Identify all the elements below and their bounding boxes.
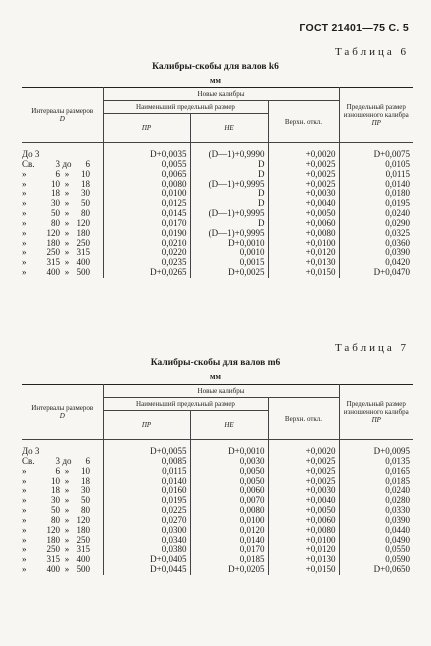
pr-cell: 0,0140 — [103, 477, 190, 487]
upper-dev-cell: +0,0080 — [268, 229, 339, 239]
interval-to: 400 — [76, 257, 90, 268]
ne-cell: D+0,0025 — [190, 268, 268, 278]
pr-cell: 0,0270 — [103, 516, 190, 526]
interval-connector: до — [62, 158, 72, 169]
interval-to: 10 — [81, 168, 90, 179]
pr-cell: 0,0065 — [103, 170, 190, 180]
interval-prefix: » — [22, 554, 27, 565]
interval-connector: » — [64, 198, 70, 209]
interval-prefix: До 3 — [22, 149, 40, 159]
worn-cell: 0,0360 — [339, 239, 413, 249]
table-row — [22, 565, 413, 575]
interval-to: 315 — [76, 247, 90, 258]
interval-to: 6 — [85, 158, 90, 169]
interval-prefix: » — [22, 247, 27, 258]
interval-to: 315 — [76, 544, 90, 555]
worn-cell: 0,0240 — [339, 209, 413, 219]
worn-header — [339, 88, 413, 143]
table-6-label: Таблица 6 — [334, 46, 409, 58]
interval-cell — [22, 496, 103, 506]
ne-cell: (D—1)+0,9995 — [190, 180, 268, 190]
interval-prefix: » — [22, 188, 27, 199]
min-limit-header: Наименьший предельный размер — [103, 101, 268, 114]
interval-cell — [22, 486, 103, 496]
interval-to: 18 — [81, 178, 90, 189]
interval-to: 500 — [76, 267, 90, 278]
table-7-label: Таблица 7 — [334, 342, 409, 354]
interval-to: 50 — [81, 198, 90, 209]
worn-cell: 0,0195 — [339, 199, 413, 209]
min-limit-header: Наименьший предельный размер — [103, 398, 268, 411]
ne-header: НЕ — [190, 411, 268, 440]
interval-cell — [22, 516, 103, 526]
table-6-unit: мм — [210, 76, 221, 85]
upper-dev-cell: +0,0130 — [268, 555, 339, 565]
worn-cell: 0,0135 — [339, 457, 413, 467]
interval-prefix: Св. — [22, 158, 35, 169]
interval-cell — [22, 440, 103, 457]
worn-cell: D+0,0095 — [339, 440, 413, 457]
interval-cell — [22, 565, 103, 575]
worn-cell: 0,0240 — [339, 486, 413, 496]
ne-cell: 0,0140 — [190, 536, 268, 546]
interval-from: 30 — [51, 495, 60, 506]
new-calibers-header: Новые калибры — [103, 88, 339, 101]
pr-cell: 0,0235 — [103, 258, 190, 268]
table-7-body — [22, 440, 413, 575]
ne-cell: D — [190, 160, 268, 170]
interval-to: 18 — [81, 475, 90, 486]
worn-header-symbol: ПР — [371, 416, 381, 424]
worn-cell: D+0,0650 — [339, 565, 413, 575]
worn-cell: 0,0280 — [339, 496, 413, 506]
ne-cell: (D—1)+0,9990 — [190, 143, 268, 160]
interval-prefix: » — [22, 237, 27, 248]
upper-dev-cell: +0,0080 — [268, 526, 339, 536]
upper-dev-header: Верхн. откл. — [268, 398, 339, 440]
table-6-title: Калибры-скобы для валов k6 — [152, 62, 279, 72]
ne-cell: 0,0170 — [190, 545, 268, 555]
upper-dev-cell: +0,0100 — [268, 536, 339, 546]
interval-from: 10 — [51, 475, 60, 486]
interval-cell — [22, 467, 103, 477]
worn-cell: 0,0140 — [339, 180, 413, 190]
interval-to: 250 — [76, 534, 90, 545]
table-6-body — [22, 143, 413, 278]
ne-cell: D+0,0010 — [190, 440, 268, 457]
interval-from: 50 — [51, 505, 60, 516]
pr-cell: 0,0125 — [103, 199, 190, 209]
interval-from: 180 — [46, 534, 60, 545]
interval-prefix: » — [22, 544, 27, 555]
interval-prefix: » — [22, 208, 27, 219]
interval-from: 400 — [46, 564, 60, 575]
upper-dev-cell: +0,0040 — [268, 199, 339, 209]
ne-cell: 0,0015 — [190, 258, 268, 268]
worn-cell: 0,0390 — [339, 248, 413, 258]
interval-prefix: До 3 — [22, 446, 40, 456]
interval-from: 80 — [51, 217, 60, 228]
interval-cell — [22, 189, 103, 199]
upper-dev-cell: +0,0030 — [268, 189, 339, 199]
pr-header: ПР — [103, 114, 190, 143]
interval-cell — [22, 180, 103, 190]
intervals-header-label: Интервалы размеров — [31, 404, 94, 412]
interval-cell — [22, 545, 103, 555]
worn-cell: 0,0590 — [339, 555, 413, 565]
ne-cell: D+0,0205 — [190, 565, 268, 575]
table-7-title: Калибры-скобы для валов m6 — [150, 358, 281, 368]
interval-connector: » — [64, 208, 70, 219]
interval-connector: » — [64, 168, 70, 179]
worn-cell: 0,0180 — [339, 189, 413, 199]
interval-cell — [22, 536, 103, 546]
interval-to: 400 — [76, 554, 90, 565]
interval-to: 10 — [81, 465, 90, 476]
pr-cell: 0,0195 — [103, 496, 190, 506]
interval-prefix: » — [22, 495, 27, 506]
interval-prefix: » — [22, 564, 27, 575]
pr-cell: 0,0300 — [103, 526, 190, 536]
interval-from: 250 — [46, 247, 60, 258]
interval-cell — [22, 239, 103, 249]
pr-cell: 0,0190 — [103, 229, 190, 239]
intervals-header-symbol: D — [59, 115, 65, 123]
interval-cell — [22, 248, 103, 258]
intervals-header — [22, 385, 103, 440]
interval-prefix: » — [22, 534, 27, 545]
interval-connector: до — [62, 455, 72, 466]
interval-cell — [22, 555, 103, 565]
upper-dev-cell: +0,0050 — [268, 209, 339, 219]
interval-from: 30 — [51, 198, 60, 209]
interval-prefix: » — [22, 198, 27, 209]
ne-cell: 0,0030 — [190, 457, 268, 467]
upper-dev-cell: +0,0030 — [268, 486, 339, 496]
ne-cell: 0,0050 — [190, 467, 268, 477]
interval-cell — [22, 268, 103, 278]
interval-from: 315 — [46, 257, 60, 268]
upper-dev-cell: +0,0130 — [268, 258, 339, 268]
interval-from: 10 — [51, 178, 60, 189]
ne-cell: D — [190, 189, 268, 199]
interval-connector: » — [64, 514, 70, 525]
pr-cell: 0,0080 — [103, 180, 190, 190]
pr-cell: D+0,0405 — [103, 555, 190, 565]
worn-cell: 0,0185 — [339, 477, 413, 487]
interval-from: 315 — [46, 554, 60, 565]
interval-cell — [22, 258, 103, 268]
ne-cell: (D—1)+0,9995 — [190, 229, 268, 239]
worn-cell: 0,0165 — [339, 467, 413, 477]
interval-from: 400 — [46, 267, 60, 278]
pr-cell: D+0,0055 — [103, 440, 190, 457]
table-7-unit: мм — [210, 372, 221, 381]
interval-connector: » — [64, 505, 70, 516]
interval-connector: » — [64, 257, 70, 268]
interval-from: 18 — [51, 485, 60, 496]
interval-from: 50 — [51, 208, 60, 219]
upper-dev-cell: +0,0120 — [268, 545, 339, 555]
table-row — [22, 268, 413, 278]
ne-cell: 0,0060 — [190, 486, 268, 496]
ne-cell: D — [190, 219, 268, 229]
interval-to: 50 — [81, 495, 90, 506]
interval-connector: » — [64, 237, 70, 248]
pr-cell: 0,0170 — [103, 219, 190, 229]
upper-dev-cell: +0,0025 — [268, 457, 339, 467]
upper-dev-cell: +0,0025 — [268, 160, 339, 170]
interval-cell — [22, 209, 103, 219]
interval-connector: » — [64, 485, 70, 496]
pr-cell: 0,0220 — [103, 248, 190, 258]
interval-cell — [22, 199, 103, 209]
interval-prefix: » — [22, 257, 27, 268]
interval-connector: » — [64, 534, 70, 545]
table-6 — [22, 87, 413, 278]
interval-cell — [22, 229, 103, 239]
interval-from: 120 — [46, 227, 60, 238]
pr-cell: 0,0145 — [103, 209, 190, 219]
ne-cell: D — [190, 170, 268, 180]
interval-connector: » — [64, 524, 70, 535]
ne-cell: 0,0185 — [190, 555, 268, 565]
interval-cell — [22, 506, 103, 516]
ne-header: НЕ — [190, 114, 268, 143]
worn-header-label: Предельный размер изношенного калибра — [343, 103, 409, 119]
ne-cell: 0,0070 — [190, 496, 268, 506]
upper-dev-cell: +0,0025 — [268, 170, 339, 180]
upper-dev-cell: +0,0050 — [268, 506, 339, 516]
interval-prefix: » — [22, 267, 27, 278]
upper-dev-cell: +0,0025 — [268, 467, 339, 477]
interval-cell — [22, 477, 103, 487]
interval-cell — [22, 143, 103, 160]
interval-from: 18 — [51, 188, 60, 199]
upper-dev-cell: +0,0150 — [268, 268, 339, 278]
interval-connector: » — [64, 495, 70, 506]
page-header: ГОСТ 21401—75 С. 5 — [299, 22, 409, 34]
interval-prefix: » — [22, 168, 27, 179]
table-row — [22, 440, 413, 457]
ne-cell: 0,0120 — [190, 526, 268, 536]
upper-dev-cell: +0,0025 — [268, 477, 339, 487]
worn-header — [339, 385, 413, 440]
interval-cell — [22, 160, 103, 170]
upper-dev-cell: +0,0060 — [268, 219, 339, 229]
upper-dev-cell: +0,0150 — [268, 565, 339, 575]
worn-cell: 0,0440 — [339, 526, 413, 536]
ne-cell: (D—1)+0,9995 — [190, 209, 268, 219]
upper-dev-cell: +0,0060 — [268, 516, 339, 526]
interval-prefix: Св. — [22, 455, 35, 466]
interval-to: 30 — [81, 188, 90, 199]
upper-dev-cell: +0,0040 — [268, 496, 339, 506]
worn-cell: D+0,0075 — [339, 143, 413, 160]
pr-cell: 0,0100 — [103, 189, 190, 199]
pr-cell: 0,0210 — [103, 239, 190, 249]
ne-cell: D+0,0010 — [190, 239, 268, 249]
ne-cell: 0,0010 — [190, 248, 268, 258]
interval-from: 6 — [55, 465, 60, 476]
upper-dev-cell: +0,0100 — [268, 239, 339, 249]
interval-to: 180 — [76, 227, 90, 238]
interval-to: 500 — [76, 564, 90, 575]
interval-to: 80 — [81, 208, 90, 219]
worn-header-symbol: ПР — [371, 119, 381, 127]
worn-cell: 0,0550 — [339, 545, 413, 555]
interval-connector: » — [64, 475, 70, 486]
interval-connector: » — [64, 564, 70, 575]
interval-prefix: » — [22, 524, 27, 535]
pr-cell: D+0,0035 — [103, 143, 190, 160]
worn-cell: 0,0115 — [339, 170, 413, 180]
interval-from: 80 — [51, 514, 60, 525]
interval-connector: » — [64, 188, 70, 199]
ne-cell: D — [190, 199, 268, 209]
pr-cell: 0,0160 — [103, 486, 190, 496]
interval-connector: » — [64, 178, 70, 189]
pr-cell: D+0,0265 — [103, 268, 190, 278]
interval-connector: » — [64, 247, 70, 258]
pr-header: ПР — [103, 411, 190, 440]
ne-cell: 0,0100 — [190, 516, 268, 526]
interval-connector: » — [64, 554, 70, 565]
interval-prefix: » — [22, 178, 27, 189]
worn-cell: 0,0390 — [339, 516, 413, 526]
interval-to: 120 — [76, 217, 90, 228]
upper-dev-header: Верхн. откл. — [268, 101, 339, 143]
worn-cell: D+0,0470 — [339, 268, 413, 278]
interval-connector: » — [64, 227, 70, 238]
interval-from: 6 — [55, 168, 60, 179]
pr-cell: 0,0225 — [103, 506, 190, 516]
interval-from: 250 — [46, 544, 60, 555]
intervals-header-symbol: D — [59, 412, 65, 420]
worn-cell: 0,0420 — [339, 258, 413, 268]
interval-connector: » — [64, 465, 70, 476]
upper-dev-cell: +0,0020 — [268, 440, 339, 457]
pr-cell: 0,0380 — [103, 545, 190, 555]
upper-dev-cell: +0,0020 — [268, 143, 339, 160]
pr-cell: 0,0115 — [103, 467, 190, 477]
pr-cell: 0,0085 — [103, 457, 190, 467]
interval-prefix: » — [22, 505, 27, 516]
interval-cell — [22, 170, 103, 180]
worn-cell: 0,0105 — [339, 160, 413, 170]
pr-cell: 0,0340 — [103, 536, 190, 546]
interval-connector: » — [64, 267, 70, 278]
intervals-header — [22, 88, 103, 143]
interval-connector: » — [64, 544, 70, 555]
intervals-header-label: Интервалы размеров — [31, 107, 94, 115]
interval-prefix: » — [22, 217, 27, 228]
worn-header-label: Предельный размер изношенного калибра — [343, 400, 409, 416]
worn-cell: 0,0490 — [339, 536, 413, 546]
interval-from: 180 — [46, 237, 60, 248]
interval-to: 120 — [76, 514, 90, 525]
interval-cell — [22, 526, 103, 536]
table-7 — [22, 384, 413, 575]
ne-cell: 0,0050 — [190, 477, 268, 487]
interval-to: 250 — [76, 237, 90, 248]
interval-to: 30 — [81, 485, 90, 496]
interval-to: 6 — [85, 455, 90, 466]
interval-from: 120 — [46, 524, 60, 535]
interval-cell — [22, 457, 103, 467]
worn-cell: 0,0290 — [339, 219, 413, 229]
interval-to: 180 — [76, 524, 90, 535]
worn-cell: 0,0330 — [339, 506, 413, 516]
interval-prefix: » — [22, 227, 27, 238]
interval-cell — [22, 219, 103, 229]
table-row — [22, 143, 413, 160]
worn-cell: 0,0325 — [339, 229, 413, 239]
interval-from: 3 — [55, 455, 60, 466]
interval-prefix: » — [22, 485, 27, 496]
new-calibers-header: Новые калибры — [103, 385, 339, 398]
upper-dev-cell: +0,0120 — [268, 248, 339, 258]
interval-from: 3 — [55, 158, 60, 169]
interval-to: 80 — [81, 505, 90, 516]
ne-cell: 0,0080 — [190, 506, 268, 516]
interval-prefix: » — [22, 514, 27, 525]
interval-connector: » — [64, 217, 70, 228]
pr-cell: D+0,0445 — [103, 565, 190, 575]
pr-cell: 0,0055 — [103, 160, 190, 170]
upper-dev-cell: +0,0025 — [268, 180, 339, 190]
interval-prefix: » — [22, 465, 27, 476]
interval-prefix: » — [22, 475, 27, 486]
